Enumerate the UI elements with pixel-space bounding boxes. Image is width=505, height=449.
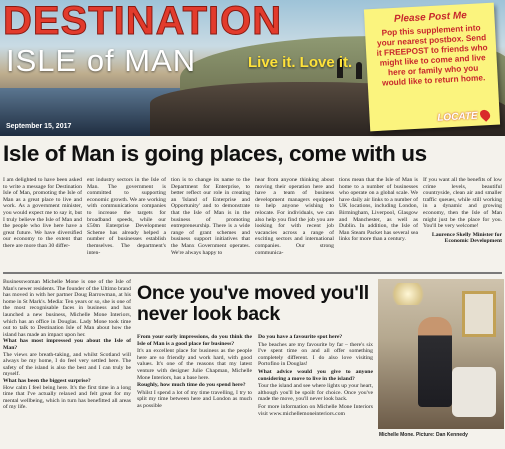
article-column (137, 334, 252, 446)
interview-question: Roughly, how much time do you spend here? (137, 382, 246, 389)
note-body: Pop this supplement into your nearest postbox. Send it FREEPOST to friends who might like to come and live here or family who you would like to return home. (376, 22, 488, 88)
interview-answer: The beaches are my favourite by far – there's six I've spent time on and all offer something completely different. I do also love visiting Portofino in Douglas! (258, 341, 373, 368)
chair-image (452, 367, 496, 417)
interview-answer: Whilst I spend a lot of my time travelling, I try to split my time between here and London as much as possible (137, 389, 252, 409)
interview-photo (378, 279, 504, 429)
interview-question: What has most impressed you about the Isle of Man? (3, 338, 131, 351)
issue-date: September 15, 2017 (6, 123, 72, 130)
minister-article (3, 177, 502, 269)
interview-answer: It's an excellent place for business as the people here are so friendly and work hard, with good values. It's one of the reasons that my latest venture with designer Julie Chapman, Michelle Mone Interiors, has a base here. (137, 348, 252, 381)
masthead-title: DESTINATION (3, 0, 283, 43)
chandelier-image (388, 283, 428, 305)
article-column (423, 177, 502, 269)
column-text: If you want all the benefits of low crime levels, beautiful countryside, clean air and smaller traffic queues, while still working in a dynamic and growing economy, then the Isle of Man might just be the place for you. You'll be very welcome! (423, 177, 502, 230)
interview-intro-column (3, 279, 131, 447)
interview-question: What has been the biggest surprise? (3, 377, 91, 384)
interview-question: Do you have a favourite spot here? (258, 334, 343, 340)
walker-figure (356, 62, 362, 79)
post-me-note (364, 3, 500, 132)
column-text: hear from anyone thinking about moving their operation here and have a team of business development managers equipped to help anyone wishing to relocate. For individuals, we can also help you find the job you are looking for with recent job vacancies across a range of exciting sectors and international companies. Our strong communica- (255, 177, 334, 256)
locate-label: LOCATE (437, 110, 478, 124)
article-column (339, 177, 418, 269)
interview-headline: Once you've moved you'll never look back (137, 282, 369, 325)
column-text: tion is to change its name to the Department for Enterprise, to better reflect our role in creating an 'Island of Enterprise and Opportunity' and to demonstrate that the Isle of Man is in the business of promoting entrepreneurship. There is a wide range of grant schemes and business support initiatives that the Manx Government operates. We're always happy to (171, 177, 250, 256)
article-column (258, 334, 373, 446)
column-text: I am delighted to have been asked to write a message for Destination Isle of Man, promoting the Isle of Man as a great place to live and work. As a government minister, you would expect me to say it, but I truly believe the Isle of Man and the people who live here have a great future. We have diversified our economy to the extent that there are more than 30 differ- (3, 177, 82, 249)
photo-caption: Michelle Mone. Picture: Dan Kennedy (379, 432, 468, 438)
note-heading: Please Post Me (393, 10, 468, 25)
column-text: tions mean that the Isle of Man is home to a number of businesses who operate on a global scale. We have daily air links to a number of UK locations, including London, Birmingham, Liverpool, Glasgow and Manchester, as well as Dublin. In addition, the Isle of Man Steam Packet has several sea links for more than a century. (339, 177, 418, 243)
map-pin-icon (478, 108, 492, 122)
article-column (3, 177, 82, 269)
interview-answer: For more information on Michelle Mone Interiors visit www.michellemoneinteriors.com (258, 403, 373, 417)
interview-columns (137, 334, 373, 446)
interview-question: From your early impressions, do you think the Isle of Man is a good place for business? (137, 334, 252, 347)
author-signature: Laurence Skelly Minister for Economic Development (431, 231, 502, 245)
article-column (87, 177, 166, 269)
interview-answer: The views are breath-taking, and whilst Scotland will always be my home, I do feel very settled here. The safety of the island is also the best and I can truly be myself. (3, 351, 131, 378)
article-column (255, 177, 334, 269)
interview-answer: How calm I feel being here. It's the first time in a long time that I've actually relaxed and felt great for my mental wellbeing, which in turn has benefitted all areas of my life. (3, 384, 131, 411)
section-divider (3, 272, 502, 274)
article-column (171, 177, 250, 269)
person-image (418, 317, 452, 407)
main-headline: Isle of Man is going places, come with us (3, 141, 427, 166)
interview-answer: Tour the island and see where lights up your heart, although you'll be spoilt for choice. Once you've made the move, you'll never look back. (258, 383, 373, 403)
masthead-tagline: Live it. Love it. (248, 54, 353, 71)
mirror-image (462, 291, 496, 337)
masthead-subtitle: ISLE of MAN (6, 43, 197, 78)
column-text: ent industry sectors in the Isle of Man. The government is committed to supporting economic growth. We are working with communications companies to increase the targets for broadband speeds, while our £50m Enterprise Development Scheme has already helped a number of businesses establish themselves. The department's inten- (87, 177, 166, 256)
intro-text: Businesswoman Michelle Mone is one of the Isle of Man's newer residents. The founder of the Ultimo brand has moved in with her partner Doug Barrowman, at his home in St Mark's. Media: Ten years or so, she is one of the most recognisable faces in business and has launched a new business, Michelle Mone Interiors, which has an office in Douglas. Lady Mone took time out to talk to Destination Isle of Man about how the island has made an impact upon her. (3, 279, 131, 338)
interview-question: What advice would you give to anyone considering a move to live in the island? (258, 368, 373, 382)
